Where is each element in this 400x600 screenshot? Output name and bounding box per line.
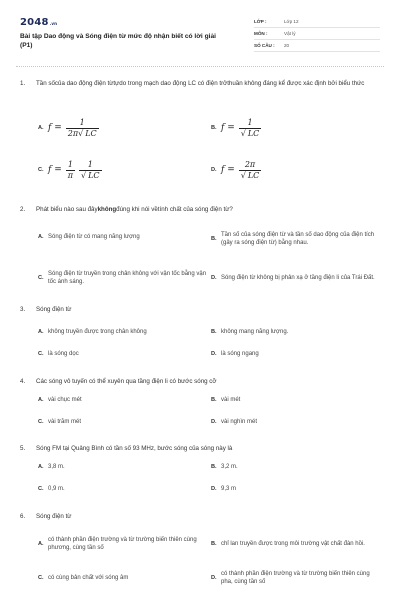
option-key: B. bbox=[211, 125, 217, 132]
option-key: B. bbox=[211, 397, 217, 403]
question-6 bbox=[20, 513, 384, 522]
question-4 bbox=[20, 378, 384, 387]
option-key: A. bbox=[38, 464, 44, 470]
question-1 bbox=[20, 80, 384, 89]
option-key: B. bbox=[211, 540, 217, 547]
option-text: có thành phần điện trường và từ trường biến thiên cùng phương, cùng tần số bbox=[48, 536, 197, 551]
question-text-emphasis: không bbox=[97, 206, 117, 213]
question-text: Tần sốcủa dao động điện từtựdo trong mạch dao động LC có điện trởthuần không đáng kể được xác định bởi biểu thức bbox=[36, 80, 365, 87]
radicand: LC bbox=[247, 171, 260, 180]
option-key: D. bbox=[211, 574, 217, 581]
formula-a bbox=[48, 118, 101, 139]
option-key: D. bbox=[211, 167, 217, 174]
option-key: A. bbox=[38, 329, 44, 335]
option-text: Sóng điện từ có mang năng lượng bbox=[48, 233, 140, 240]
meta-value: Lớp 12 bbox=[284, 19, 299, 24]
formula-c bbox=[48, 160, 104, 181]
option-key: B. bbox=[211, 464, 217, 470]
denominator: 2π√ LC bbox=[67, 129, 97, 138]
option-key: C. bbox=[38, 351, 44, 357]
option-c[interactable] bbox=[38, 160, 104, 181]
meta-key: LỚP : bbox=[254, 19, 267, 24]
option-text: vài nghìn mét bbox=[221, 419, 258, 425]
question-text: Sóng điện từ bbox=[36, 513, 72, 520]
question-number: 5. bbox=[20, 445, 26, 452]
option-a[interactable] bbox=[38, 118, 101, 139]
meta-value: 20 bbox=[284, 43, 290, 48]
option-key: C. bbox=[38, 274, 44, 281]
fraction bbox=[66, 160, 75, 181]
denominator: √ LC bbox=[240, 171, 260, 180]
question-5 bbox=[20, 445, 384, 454]
question-header bbox=[20, 378, 384, 387]
question-header bbox=[20, 206, 384, 215]
formula-d bbox=[221, 160, 263, 181]
option-c[interactable] bbox=[38, 418, 208, 427]
option-text: không truyền được trong chân không bbox=[48, 329, 147, 335]
fraction bbox=[66, 118, 99, 139]
question-text-pre: Phát biểu nào sau đây bbox=[36, 206, 98, 213]
question-number: 4. bbox=[20, 378, 26, 385]
formula-lhs: f = bbox=[48, 123, 62, 134]
option-key: C. bbox=[38, 419, 44, 425]
option-b[interactable] bbox=[211, 396, 381, 405]
option-text: 9,3 m bbox=[221, 486, 237, 492]
option-a[interactable] bbox=[38, 230, 208, 244]
question-2 bbox=[20, 206, 384, 215]
numerator: 2π bbox=[244, 160, 256, 169]
option-text: vài trăm mét bbox=[48, 419, 82, 425]
option-b[interactable] bbox=[211, 463, 381, 472]
option-text: là sóng dọc bbox=[48, 351, 79, 357]
option-d[interactable] bbox=[211, 160, 263, 181]
option-d[interactable] bbox=[211, 485, 381, 494]
option-key: C. bbox=[38, 574, 44, 581]
option-d[interactable] bbox=[211, 418, 381, 427]
option-d[interactable] bbox=[211, 566, 381, 590]
question-header bbox=[20, 513, 384, 522]
option-text: không mang năng lượng. bbox=[221, 329, 289, 335]
option-text: 0,9 m. bbox=[48, 486, 65, 492]
denominator: √ LC bbox=[81, 171, 100, 180]
option-text: vài mét bbox=[221, 397, 241, 403]
option-text: Tần số của sóng điện từ và tần số dao động của điện tích (gây ra sóng điện từ) bằng nhau. bbox=[221, 231, 375, 246]
option-key: C. bbox=[38, 167, 44, 174]
numerator: 1 bbox=[247, 118, 253, 127]
document-header bbox=[0, 0, 400, 64]
logo-main: 2048 bbox=[20, 17, 49, 28]
meta-key: SỐ CÂU : bbox=[254, 43, 275, 48]
option-a[interactable] bbox=[38, 531, 208, 557]
option-b[interactable] bbox=[211, 328, 381, 337]
option-key: D. bbox=[211, 351, 217, 357]
question-header bbox=[20, 445, 384, 454]
denominator: √ LC bbox=[240, 129, 260, 138]
option-c[interactable] bbox=[38, 485, 208, 494]
header-divider bbox=[16, 66, 384, 67]
radicand: LC bbox=[247, 129, 260, 138]
option-key: D. bbox=[211, 274, 217, 281]
option-text: Sóng điện từ truyền trong chân không với vận tốc bằng vận tốc ánh sáng. bbox=[48, 270, 207, 285]
option-a[interactable] bbox=[38, 328, 208, 337]
option-d[interactable] bbox=[211, 350, 381, 359]
denominator-coef: 2π bbox=[67, 129, 79, 138]
meta-row-subject bbox=[254, 28, 380, 40]
fraction bbox=[239, 160, 262, 181]
option-key: D. bbox=[211, 486, 217, 492]
formula-lhs: f = bbox=[221, 123, 235, 134]
formula-lhs: f = bbox=[48, 165, 62, 176]
formula-lhs: f = bbox=[221, 165, 235, 176]
option-c[interactable] bbox=[38, 572, 208, 584]
question-text: Sóng điện từ bbox=[36, 306, 72, 313]
option-key: A. bbox=[38, 125, 44, 132]
option-c[interactable] bbox=[38, 350, 208, 359]
question-text: Sóng FM tại Quảng Bình có tần số 93 MHz, bước sóng của sóng này là bbox=[36, 445, 233, 452]
option-a[interactable] bbox=[38, 463, 208, 472]
formula-b bbox=[221, 118, 263, 139]
option-text: Sóng điện từ không bị phản xạ ở tầng điện li của Trái Đất. bbox=[221, 274, 375, 281]
option-key: D. bbox=[211, 419, 217, 425]
numerator: 1 bbox=[79, 118, 85, 127]
option-key: B. bbox=[211, 329, 217, 335]
option-d[interactable] bbox=[211, 266, 381, 290]
question-number: 1. bbox=[20, 80, 26, 87]
radicand: LC bbox=[85, 129, 97, 138]
option-b[interactable] bbox=[211, 531, 381, 557]
option-text: vài chục mét bbox=[48, 397, 82, 403]
option-key: A. bbox=[38, 540, 44, 547]
question-header bbox=[20, 306, 384, 315]
question-number: 6. bbox=[20, 513, 26, 520]
question-3 bbox=[20, 306, 384, 315]
meta-key: MÔN : bbox=[254, 31, 268, 36]
option-c[interactable] bbox=[38, 266, 208, 290]
meta-info-table bbox=[254, 16, 380, 52]
option-text: là sóng ngang bbox=[221, 351, 259, 357]
question-text-post: đúng khi nói vềtính chất của sóng điện từ? bbox=[116, 206, 233, 213]
meta-row-count bbox=[254, 40, 380, 52]
numerator: 1 bbox=[67, 160, 73, 169]
denominator: π bbox=[67, 171, 73, 180]
numerator: 1 bbox=[87, 160, 93, 169]
question-header bbox=[20, 80, 384, 89]
question-number: 2. bbox=[20, 206, 26, 213]
meta-value: Vật lý bbox=[284, 31, 296, 36]
option-key: B. bbox=[211, 235, 217, 242]
option-key: C. bbox=[38, 486, 44, 492]
question-text bbox=[36, 206, 384, 215]
logo-sub: .vn bbox=[49, 21, 58, 26]
option-text: có thành phần điện trường và từ trường biến thiên cùng pha, cùng tần số bbox=[221, 570, 370, 585]
option-text: 3,2 m. bbox=[221, 464, 238, 470]
question-number: 3. bbox=[20, 306, 26, 313]
document-title: Bài tập Dao động và Sóng điện từ mức độ nhận biết có lời giải (P1) bbox=[20, 33, 216, 49]
option-b[interactable] bbox=[211, 118, 263, 139]
site-logo[interactable] bbox=[20, 17, 57, 28]
option-b[interactable] bbox=[211, 221, 381, 257]
fraction bbox=[239, 118, 262, 139]
radicand: LC bbox=[88, 171, 100, 180]
option-a[interactable] bbox=[38, 396, 208, 405]
option-text: 3,8 m. bbox=[48, 464, 65, 470]
fraction bbox=[79, 160, 102, 181]
option-text: chỉ lan truyền được trong môi trường vật chất đàn hồi. bbox=[221, 540, 365, 547]
option-key: A. bbox=[38, 233, 44, 240]
question-text: Các sóng vô tuyến có thể xuyên qua tầng điện li có bước sóng cỡ bbox=[36, 378, 217, 385]
meta-row-class bbox=[254, 16, 380, 28]
option-text: có cùng bản chất với sóng âm bbox=[48, 574, 129, 581]
option-key: A. bbox=[38, 397, 44, 403]
